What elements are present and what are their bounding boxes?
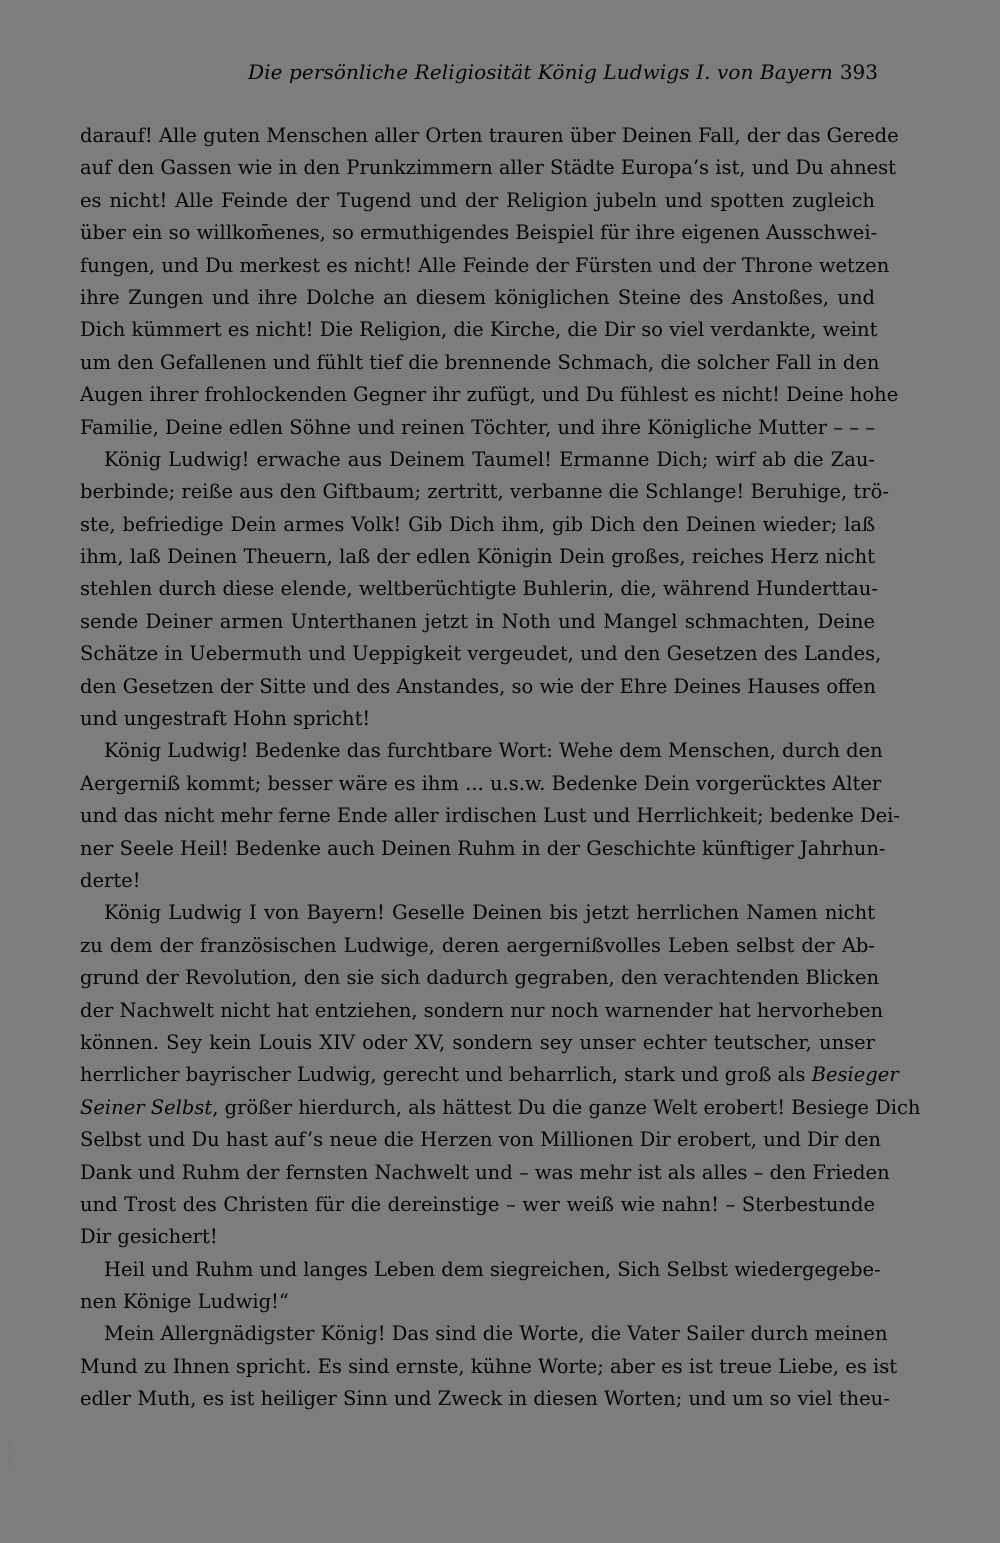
text-line [80,217,878,249]
text-line [80,379,899,411]
line-text: zu dem der französischen Ludwige, deren aergernißvolles Leben selbst der Ab- [80,933,875,957]
text-line [80,735,883,767]
line-text: , größer hierdurch, als hättest Du die ganze Welt erobert! Besiege Dich [212,1095,921,1119]
line-text: Selbst und Du hast auf’s neue die Herzen von Millionen Dir erobert, und Dir den [80,1128,881,1152]
italic-text: Seiner Selbst [80,1095,213,1119]
text-line [80,1189,875,1221]
text-line [80,152,897,184]
line-text: fungen, und Du merkest es nicht! Alle Feinde der Fürsten und der Throne wetzen [80,253,890,277]
line-text: grund der Revolution, den sie sich dadurch gegraben, den verachtenden Blicken [80,966,880,990]
line-text: ihre Zungen und ihre Dolche an diesem königlichen Steine des Anstoßes, und [80,285,875,309]
text-line [80,314,878,346]
line-text: und ungestraft Hohn spricht! [80,707,371,731]
text-line [80,573,878,605]
running-head [80,58,880,90]
line-text: Familie, Deine edlen Söhne und reinen Töchter, und ihre Königliche Mutter – – – [80,415,875,439]
text-line [80,1351,898,1383]
text-line [80,1157,890,1189]
line-text: darauf! Alle guten Menschen aller Orten trauren über Deinen Fall, der das Gerede [80,124,899,147]
text-line [80,638,882,670]
line-text: Dir gesichert! [80,1225,218,1249]
line-text: und das nicht mehr ferne Ende aller irdischen Lust und Herrlichkeit; bedenke Dei- [80,804,900,828]
line-text: herrlicher bayrischer Ludwig, gerecht und beharrlich, stark und groß als [80,1063,806,1087]
text-line [80,768,882,800]
line-text: Schätze in Uebermuth und Ueppigkeit vergeudet, und den Gesetzen des Landes, [80,642,882,666]
text-line [80,1059,899,1091]
text-line [80,1221,875,1253]
line-text: nen Könige Ludwig!“ [80,1290,289,1314]
line-text: Heil und Ruhm und langes Leben dem siegreichen, Sich Selbst wiedergegebe- [104,1257,881,1281]
text-line [80,606,875,638]
line-text: edler Muth, es ist heiliger Sinn und Zweck in diesen Worten; und um so viel theu- [80,1387,890,1411]
line-text: sende Deiner armen Unterthanen jetzt in Noth und Mangel schmachten, Deine [80,609,875,633]
text-line [80,703,875,735]
line-text: Mein Allergnädigster König! Das sind die Worte, die Vater Sailer durch meinen [104,1322,888,1346]
text-line [80,476,889,508]
text-line [80,800,900,832]
text-line [80,962,880,994]
line-text: König Ludwig! erwache aus Deinem Taumel! Ermanne Dich; wirf ab die Zau- [104,447,875,471]
text-line [80,120,899,152]
text-line [80,897,875,929]
text-line [80,509,875,541]
line-text: Augen ihrer frohlockenden Gegner ihr zufügt, und Du fühlest es nicht! Deine hohe [80,383,899,407]
text-line [80,347,880,379]
text-line [80,250,890,282]
running-head-title: Die persönliche Religiosität König Ludwigs I. von Bayern [248,60,833,84]
text-line [80,412,875,444]
line-text: König Ludwig! Bedenke das furchtbare Wort: Wehe dem Menschen, durch den [104,739,883,763]
line-text: Mund zu Ihnen spricht. Es sind ernste, kühne Worte; aber es ist treue Liebe, es ist [80,1354,898,1378]
text-line [80,995,884,1027]
line-text: Dich kümmert es nicht! Die Religion, die Kirche, die Dir so viel verdankte, weint [80,318,878,342]
page-number: 393 [839,60,878,84]
text-line [80,1254,881,1286]
text-line [80,1318,888,1350]
line-text: ner Seele Heil! Bedenke auch Deinen Ruhm in der Geschichte künftiger Jahrhun- [80,836,886,860]
line-text: stehlen durch diese elende, weltberüchtigte Buhlerin, die, während Hunderttau- [80,577,878,601]
margin-speck: ⋮ ⋮ ⋮ [6,1441,12,1468]
line-text: ihm, laß Deinen Theuern, laß der edlen Königin Dein großes, reiches Herz nicht [80,545,875,569]
italic-text: Besieger [811,1063,899,1087]
body-text [80,120,921,1416]
line-text: der Nachwelt nicht hat entziehen, sondern nur noch warnender hat hervorheben [80,998,884,1022]
text-line [80,1286,875,1318]
text-line [80,1124,881,1156]
line-text: derte! [80,868,141,892]
line-text: Aergerniß kommt; besser wäre es ihm ... u.s.w. Bedenke Dein vorgerücktes Alter [80,771,882,795]
text-line [80,1383,890,1415]
line-text: um den Gefallenen und fühlt tief die brennende Schmach, die solcher Fall in den [80,350,880,374]
text-line [80,444,875,476]
line-text: über ein so willkom̄enes, so ermuthigendes Beispiel für ihre eigenen Ausschwei- [80,221,878,245]
line-text: es nicht! Alle Feinde der Tugend und der Religion jubeln und spotten zugleich [80,188,875,212]
line-text: König Ludwig I von Bayern! Geselle Deinen bis jetzt herrlichen Namen nicht [104,901,875,925]
line-text: berbinde; reiße aus den Giftbaum; zertritt, verbanne die Schlange! Beruhige, trö- [80,480,889,504]
text-line [80,833,886,865]
line-text: ste, befriedige Dein armes Volk! Gib Dich ihm, gib Dich den Deinen wieder; laß [80,512,875,536]
text-line [80,541,875,573]
text-line [80,1027,875,1059]
text-line [80,930,875,962]
line-text: können. Sey kein Louis XIV oder XV, sondern sey unser echter teutscher, unser [80,1030,875,1054]
text-line [80,185,875,217]
line-text: und Trost des Christen für die dereinstige – wer weiß wie nahn! – Sterbestunde [80,1192,875,1216]
text-line [80,671,875,703]
text-line [80,1092,921,1124]
text-line [80,865,875,897]
line-text: den Gesetzen der Sitte und des Anstandes, so wie der Ehre Deines Hauses offen [80,674,876,698]
line-text: auf den Gassen wie in den Prunkzimmern aller Städte Europa’s ist, und Du ahnest [80,156,897,180]
line-text: Dank und Ruhm der fernsten Nachwelt und – was mehr ist als alles – den Frieden [80,1160,890,1184]
text-line [80,282,875,314]
